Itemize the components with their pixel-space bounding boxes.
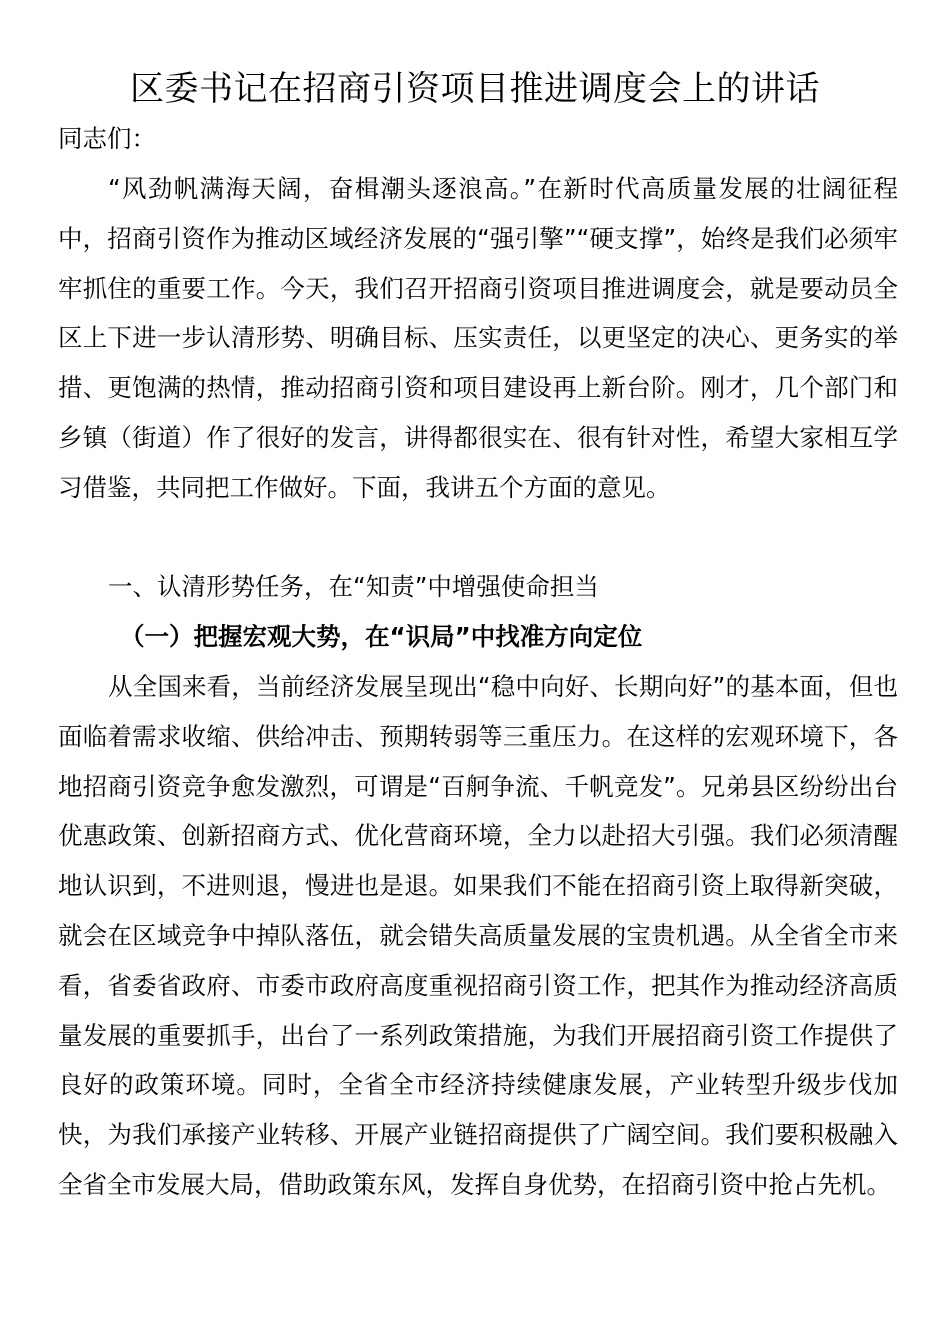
document-title: 区委书记在招商引资项目推进调度会上的讲话 [130,69,820,109]
paragraph-opening: “风劲帆满海天阔，奋楫潮头逐浪高。”在新时代高质量发展的壮阔征程中，招商引资作为推动区域经济发展的“强引擎”“硬支撑”，始终是我们必须牢牢抓住的重要工作。今天，我们召开招商引资项目推进调度会，就是要动员全区上下进一步认清形势、明确目标、压实责任，以更坚定的决心、更务实的举措、更饱满的热情，推动招商引资和项目建设再上新台阶。刚才，几个部门和乡镇（街道）作了很好的发言，讲得都很实在、很有针对性，希望大家相互学习借鉴，共同把工作做好。下面，我讲五个方面的意见。 [58,174,898,502]
subsection-heading-1: （一）把握宏观大势，在“识局”中找准方向定位 [120,622,643,651]
salutation: 同志们： [58,124,156,153]
paragraph-macro-situation: 从全国来看，当前经济发展呈现出“稳中向好、长期向好”的基本面，但也面临着需求收缩、供给冲击、预期转弱等三重压力。在这样的宏观环境下，各地招商引资竞争愈发激烈，可谓是“百舸争流、千帆竞发”。兄弟县区纷纷出台优惠政策、创新招商方式、优化营商环境，全力以赴招大引强。我们必须清醒地认识到，不进则退，慢进也是退。如果我们不能在招商引资上取得新突破，就会在区域竞争中掉队落伍，就会错失高质量发展的宝贵机遇。从全省全市来看，省委省政府、市委市政府高度重视招商引资工作，把其作为推动经济高质量发展的重要抓手，出台了一系列政策措施，为我们开展招商引资工作提供了良好的政策环境。同时，全省全市经济持续健康发展，产业转型升级步伐加快，为我们承接产业转移、开展产业链招商提供了广阔空间。我们要积极融入全省全市发展大局，借助政策东风，发挥自身优势，在招商引资中抢占先机。 [58,672,898,1199]
section-heading-1: 一、认清形势任务，在“知责”中增强使命担当 [108,572,599,601]
